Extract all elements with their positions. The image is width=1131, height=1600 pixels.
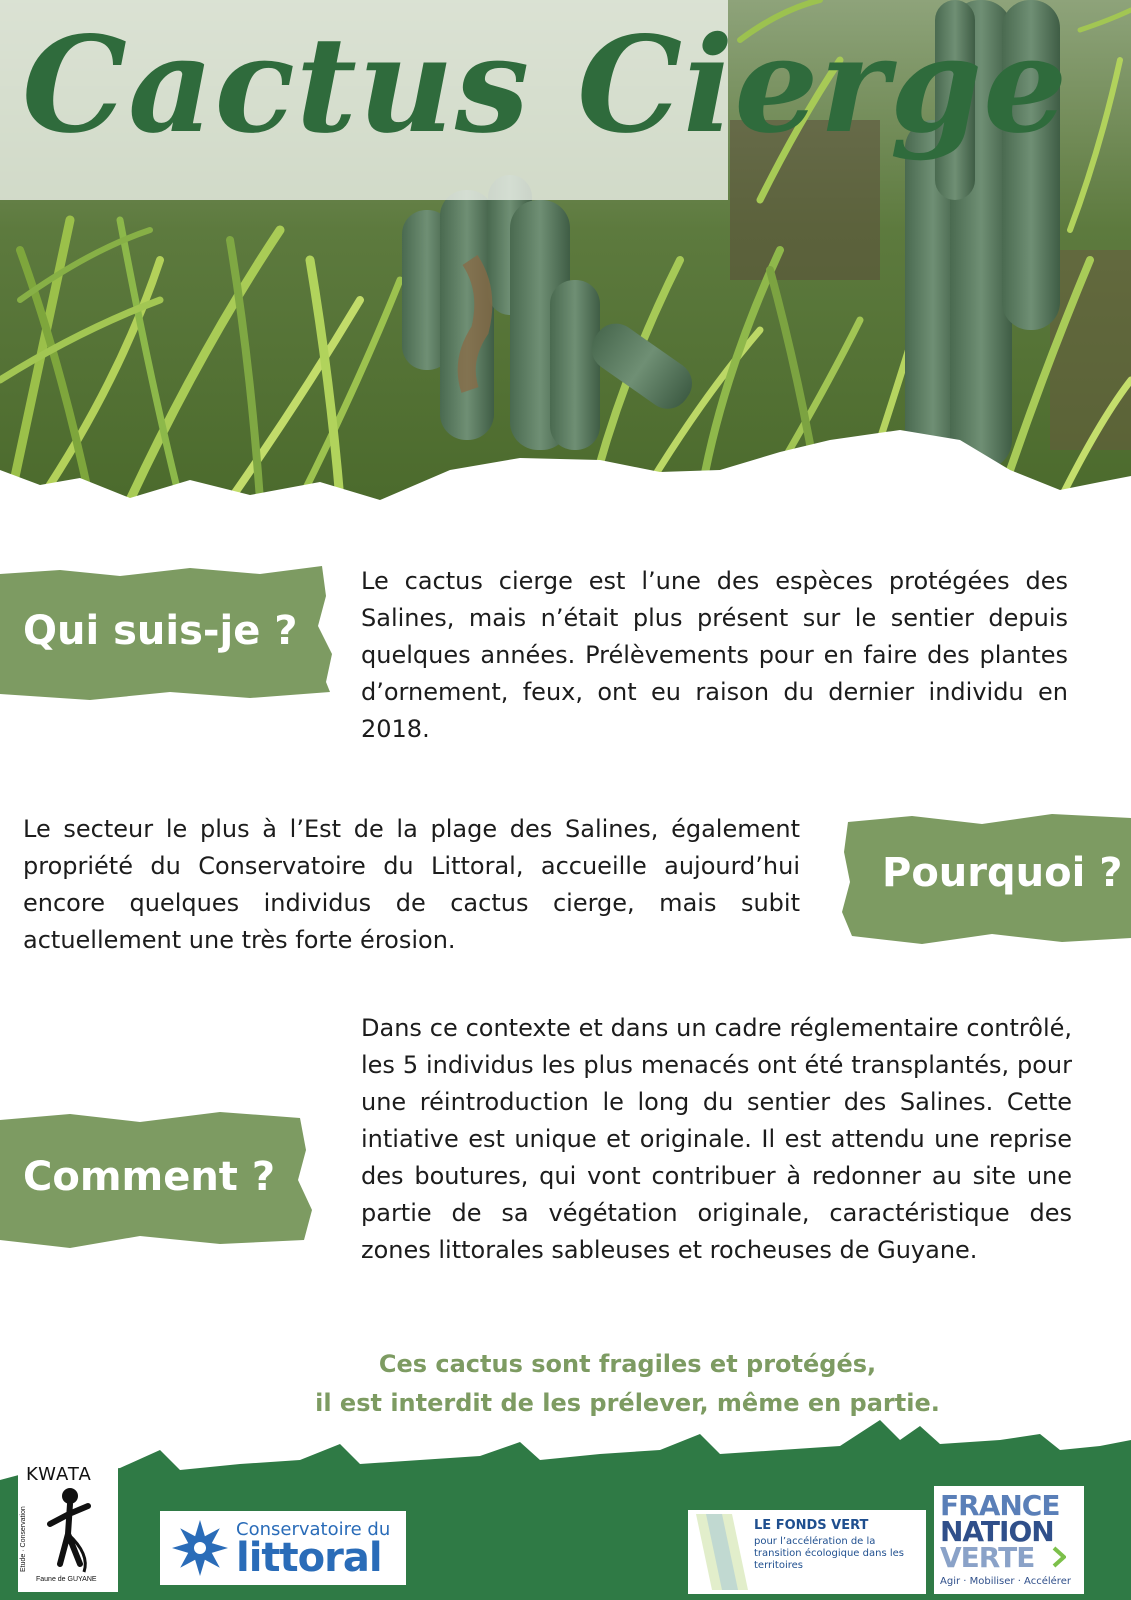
section-text-comment: Dans ce contexte et dans un cadre réglementaire contrôlé, les 5 individus les plus menacés ont été transplantés, pour une réintroduction le long du sentier des Salines. Cette intiative est unique et originale. Il est attendu une reprise des boutures, qui vont contribuer à redonner au site une partie de sa végétation originale, caractéristique des zones littorales sableuses et rocheuses de Guyane. <box>361 1014 1072 1264</box>
kwata-side-text: Etude · Conservation <box>20 1506 27 1572</box>
section-label: Pourquoi ? <box>882 850 1123 896</box>
fnv-line-1: FRANCE <box>940 1489 1060 1522</box>
star-flower-icon <box>168 1516 232 1580</box>
fnv-line-2: NATION <box>940 1515 1054 1548</box>
conservatoire-logo <box>160 1511 406 1585</box>
section-text-qui-suis-je: Le cactus cierge est l’une des espèces protégées des Salines, mais n’était plus présent sur le sentier depuis quelques années. Prélèvements pour en faire des plantes d’ornement, feux, ont eu raison du dernier individu en 2018. <box>361 567 1068 743</box>
fonds-vert-logo <box>688 1510 926 1594</box>
fonds-vert-subtitle: pour l’accélération de la transition écologique dans les territoires <box>754 1536 904 1571</box>
warning-line-1: Ces cactus sont fragiles et protégés, <box>378 1350 877 1378</box>
section-label: Qui suis-je ? <box>23 608 298 654</box>
ribbon-pourquoi <box>842 812 1131 944</box>
france-nation-verte-logo <box>934 1486 1084 1594</box>
fonds-vert-title: LE FONDS VERT <box>754 1518 869 1533</box>
ribbon-comment <box>0 1110 312 1248</box>
ribbon-qui-suis-je <box>0 566 335 702</box>
kwata-logo <box>18 1460 118 1592</box>
warning-line-2: il est interdit de les prélever, même en partie. <box>315 1389 940 1417</box>
footer-band <box>0 1420 1131 1600</box>
kwata-name: KWATA <box>26 1464 92 1485</box>
monkey-icon <box>40 1484 100 1574</box>
poster-title: Cactus Cierge <box>22 8 1069 163</box>
dotted-pattern-icon <box>692 1510 752 1594</box>
conservatoire-line-1: Conservatoire du <box>236 1519 391 1540</box>
kwata-bottom-text: Faune de GUYANE <box>36 1576 97 1583</box>
hero-photo <box>0 0 1131 510</box>
fnv-tagline: Agir · Mobiliser · Accélérer <box>940 1576 1071 1587</box>
chevron-right-icon <box>1052 1546 1066 1568</box>
fnv-line-3: VERTE <box>940 1541 1035 1574</box>
conservatoire-line-2: littoral <box>236 1535 382 1581</box>
section-text-pourquoi: Le secteur le plus à l’Est de la plage des Salines, également propriété du Conservatoire du Littoral, accueille aujourd’hui encore quelques individus de cactus cierge, mais subit actuellement une très forte érosion. <box>23 815 800 954</box>
section-label: Comment ? <box>23 1154 276 1200</box>
